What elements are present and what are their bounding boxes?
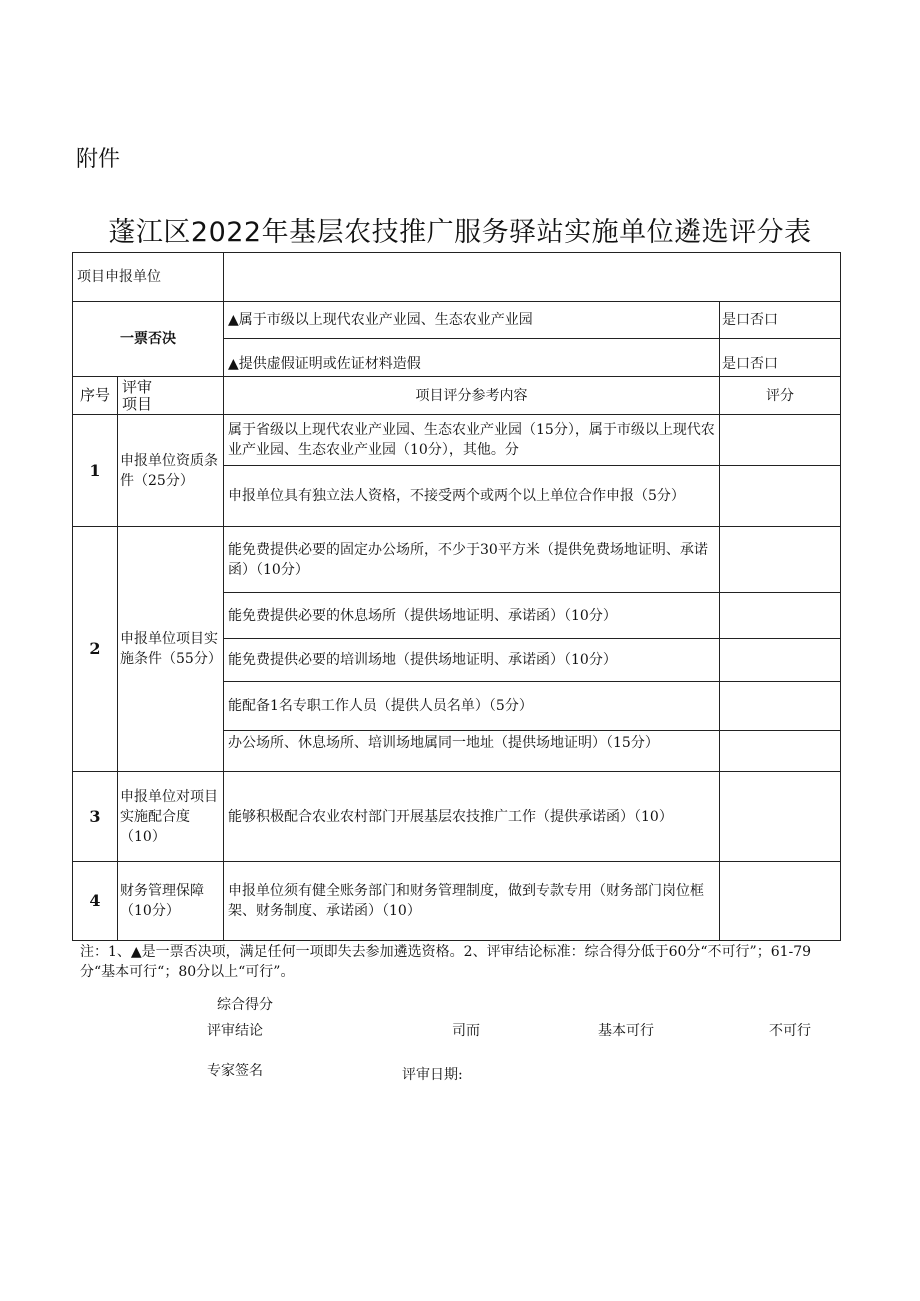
group-1-row-2: 申报单位具有独立法人资格，不接受两个或两个以上单位合作申报（5分） bbox=[223, 465, 719, 526]
header-item-text: 评审项目 bbox=[121, 377, 152, 413]
group-3-item bbox=[117, 771, 223, 861]
group-2-row-3-score[interactable] bbox=[719, 638, 841, 681]
veto-choice-2-text: 是口否口 bbox=[722, 356, 778, 372]
group-2-row-4: 能配备1名专职工作人员（提供人员名单）（5分） bbox=[223, 681, 719, 730]
conclusion-option-feasible[interactable]: 司而 bbox=[452, 1023, 480, 1039]
group-2-row-2: 能免费提供必要的休息场所（提供场地证明、承诺函）（10分） bbox=[223, 592, 719, 638]
header-seq bbox=[72, 376, 117, 414]
group-4-row-1-score[interactable] bbox=[719, 861, 841, 941]
group-2-row-1: 能免费提供必要的固定办公场所，不少于30平方米（提供免费场地证明、承诺函）（10分） bbox=[223, 526, 719, 592]
group-2-seq: 2 bbox=[72, 526, 117, 771]
group-3-row-1-score[interactable] bbox=[719, 771, 841, 861]
header-content-text: 项目评分参考内容 bbox=[415, 387, 528, 404]
veto-label: 一票否决 bbox=[120, 331, 176, 347]
group-4-item bbox=[117, 861, 223, 941]
group-2-item-text: 申报单位项目实施条件（55分） bbox=[120, 631, 222, 667]
veto-item-2-text: ▲提供虚假证明或佐证材料造假 bbox=[228, 356, 421, 372]
conclusion-label: 评审结论 bbox=[207, 1023, 263, 1039]
signature-label: 专家签名 bbox=[207, 1063, 263, 1079]
group-2-row-4-score[interactable] bbox=[719, 681, 841, 730]
group-4-row-1: 申报单位须有健全账务部门和财务管理制度，做到专款专用（财务部门岗位框架、财务制度、承诺函）（10） bbox=[223, 861, 719, 941]
group-1-item-text: 申报单位资质条件（25分） bbox=[120, 452, 218, 489]
group-4-seq: 4 bbox=[72, 861, 117, 941]
group-3-row-1: 能够积极配合农业农村部门开展基层农技推广工作（提供承诺函）（10） bbox=[223, 771, 719, 861]
header-content bbox=[223, 376, 719, 414]
conclusion-option-basic[interactable]: 基本可行 bbox=[598, 1023, 654, 1039]
conclusion-option-infeasible[interactable]: 不可行 bbox=[769, 1023, 811, 1039]
header-score bbox=[719, 376, 841, 414]
header-score-text: 评分 bbox=[766, 387, 794, 404]
group-2-row-1-score[interactable] bbox=[719, 526, 841, 592]
date-label: 评审日期: bbox=[402, 1067, 463, 1083]
header-seq-text: 序号 bbox=[80, 386, 111, 404]
veto-item-1-text: ▲属于市级以上现代农业产业园、生态农业产业园 bbox=[228, 312, 533, 328]
footnote: 注：1、▲是一票否决项，满足任何一项即失去参加遴选资格。2、评审结论标准：综合得分低于60分“不可行”；61-79分“基本可行“；80分以上“可行”。 bbox=[80, 944, 812, 980]
veto-label-cell bbox=[72, 301, 223, 376]
group-2-item bbox=[117, 526, 223, 771]
group-2-row-3: 能免费提供必要的培训场地（提供场地证明、承诺函）（10分） bbox=[223, 638, 719, 681]
group-3-seq: 3 bbox=[72, 771, 117, 861]
group-1-row-2-score[interactable] bbox=[719, 465, 841, 526]
group-3-item-text: 申报单位对项目实施配合度（10） bbox=[120, 788, 218, 845]
veto-choice-1-text: 是口否口 bbox=[722, 312, 778, 328]
veto-item-2 bbox=[223, 338, 719, 376]
group-1-seq: 1 bbox=[72, 414, 117, 526]
group-2-row-5-score[interactable] bbox=[719, 730, 841, 771]
applicant-label-cell bbox=[72, 252, 223, 301]
page-title: 蓬江区2022年基层农技推广服务驿站实施单位遴选评分表 bbox=[108, 217, 812, 248]
applicant-label: 项目申报单位 bbox=[77, 269, 161, 285]
veto-choice-1[interactable] bbox=[719, 301, 841, 338]
group-2-row-2-score[interactable] bbox=[719, 592, 841, 638]
veto-item-1 bbox=[223, 301, 719, 338]
group-1-row-1-score[interactable] bbox=[719, 414, 841, 465]
veto-choice-2[interactable] bbox=[719, 338, 841, 376]
group-1-row-1: 属于省级以上现代农业产业园、生态农业产业园（15分），属于市级以上现代农业产业园、生态农业产业园（10分），其他。分 bbox=[223, 414, 719, 465]
group-1-item bbox=[117, 414, 223, 526]
applicant-value-cell[interactable] bbox=[223, 252, 841, 301]
group-4-item-text: 财务管理保障（10分） bbox=[120, 883, 204, 919]
group-2-row-5: 办公场所、休息场所、培训场地属同一地址（提供场地证明）（15分） bbox=[223, 730, 719, 771]
header-item bbox=[117, 376, 223, 414]
total-score-label: 综合得分 bbox=[217, 997, 273, 1013]
attachment-label: 附件 bbox=[76, 147, 121, 172]
